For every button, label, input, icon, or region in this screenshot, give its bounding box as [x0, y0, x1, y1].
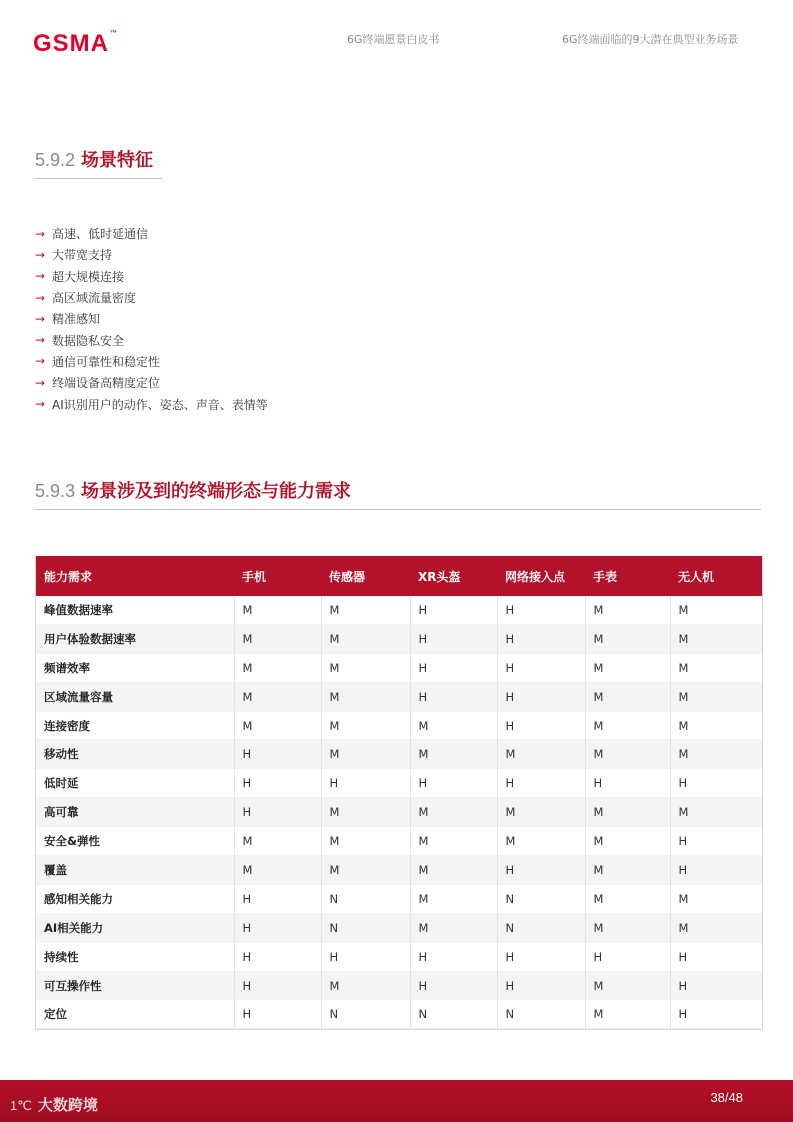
section-title-features — [35, 146, 163, 179]
table-cell: M — [321, 624, 410, 653]
table-cell: M — [585, 884, 670, 913]
table-cell: M — [234, 682, 321, 711]
feature-text: 数据隐私安全 — [52, 333, 125, 348]
table-cell: H — [497, 596, 585, 624]
row-label: 可互操作性 — [36, 971, 234, 1000]
table-cell: M — [497, 798, 585, 827]
feature-text: 高速、低时延通信 — [52, 227, 149, 242]
table-cell: H — [497, 971, 585, 1000]
table-cell: M — [670, 596, 762, 624]
arrow-right-icon: → — [35, 354, 46, 369]
feature-item — [35, 372, 268, 393]
feature-item — [35, 266, 268, 287]
column-header: 手机 — [242, 569, 267, 584]
table-cell: M — [670, 798, 762, 827]
table-row — [36, 653, 762, 682]
table-cell: M — [670, 711, 762, 740]
arrow-right-icon: → — [35, 226, 46, 241]
row-label: 峰值数据速率 — [36, 596, 234, 624]
row-label: AI相关能力 — [36, 913, 234, 942]
table-cell: H — [410, 682, 497, 711]
doc-title: 6G终端愿景白皮书 — [347, 33, 440, 46]
table-cell: H — [410, 596, 497, 624]
watermark-logo-icon: 1℃ — [10, 1098, 32, 1113]
column-header: XR头盔 — [418, 569, 461, 584]
table-cell: H — [410, 769, 497, 798]
page-number: 38/48 — [710, 1090, 743, 1105]
table-cell: M — [410, 913, 497, 942]
table-cell: M — [497, 827, 585, 856]
row-label: 频谱效率 — [36, 653, 234, 682]
table-row — [36, 624, 762, 653]
table-cell: H — [670, 1000, 762, 1029]
table-cell: H — [321, 769, 410, 798]
table-row — [36, 971, 762, 1000]
table-cell: H — [670, 971, 762, 1000]
table-cell: M — [321, 711, 410, 740]
section-number: 5.9.3 — [35, 481, 76, 501]
table-cell: M — [585, 971, 670, 1000]
table-cell: H — [234, 740, 321, 769]
table-cell: M — [234, 596, 321, 624]
feature-text: 高区域流量密度 — [52, 291, 137, 306]
table-cell: H — [410, 971, 497, 1000]
column-header: 网络接入点 — [505, 569, 566, 584]
table-cell: H — [410, 942, 497, 971]
table-cell: M — [410, 884, 497, 913]
table-cell: H — [497, 624, 585, 653]
table-cell: H — [234, 942, 321, 971]
table-cell: H — [497, 653, 585, 682]
arrow-right-icon: → — [35, 269, 46, 284]
table-cell: H — [410, 653, 497, 682]
table-cell: H — [234, 971, 321, 1000]
table-row — [36, 827, 762, 856]
feature-item — [35, 244, 268, 265]
table-row — [36, 740, 762, 769]
arrow-right-icon: → — [35, 247, 46, 262]
table-cell: M — [321, 682, 410, 711]
table-cell: M — [670, 624, 762, 653]
table-cell: H — [585, 769, 670, 798]
table-cell: M — [585, 798, 670, 827]
row-label: 低时延 — [36, 769, 234, 798]
row-label: 安全&弹性 — [36, 827, 234, 856]
table-cell: H — [670, 769, 762, 798]
footer-bar — [0, 1080, 793, 1122]
table-cell: M — [321, 827, 410, 856]
watermark — [10, 1094, 98, 1115]
column-header: 手表 — [593, 569, 618, 584]
arrow-right-icon: → — [35, 311, 46, 326]
table-row — [36, 769, 762, 798]
column-header: 传感器 — [329, 569, 366, 584]
row-label: 感知相关能力 — [36, 884, 234, 913]
table-body — [36, 596, 762, 1029]
table-row — [36, 856, 762, 885]
table-cell: M — [670, 913, 762, 942]
table-cell: H — [234, 884, 321, 913]
table-cell: M — [321, 740, 410, 769]
section-heading: 场景特征 — [81, 150, 154, 171]
row-label: 用户体验数据速率 — [36, 624, 234, 653]
table-cell: H — [234, 798, 321, 827]
table-row — [36, 884, 762, 913]
table-row — [36, 682, 762, 711]
chapter-title: 6G终端面临的9大潜在典型业务场景 — [562, 33, 739, 46]
table-cell: M — [410, 827, 497, 856]
row-label: 持续性 — [36, 942, 234, 971]
section-number: 5.9.2 — [35, 150, 76, 170]
table-cell: M — [410, 711, 497, 740]
arrow-right-icon: → — [35, 290, 46, 305]
table-row — [36, 711, 762, 740]
feature-text: 终端设备高精度定位 — [52, 376, 161, 391]
table-cell: M — [585, 740, 670, 769]
feature-item — [35, 308, 268, 329]
arrow-right-icon: → — [35, 333, 46, 348]
feature-item — [35, 351, 268, 372]
column-header: 无人机 — [678, 569, 715, 584]
table-cell: H — [670, 856, 762, 885]
table-row — [36, 596, 762, 624]
table-cell: H — [497, 711, 585, 740]
table-cell: N — [497, 884, 585, 913]
table-cell: H — [234, 769, 321, 798]
table-cell: M — [410, 856, 497, 885]
table-cell: M — [410, 740, 497, 769]
table-cell: M — [321, 798, 410, 827]
table-cell: M — [585, 711, 670, 740]
table-cell: M — [585, 856, 670, 885]
table-cell: H — [670, 942, 762, 971]
table-cell: N — [321, 1000, 410, 1029]
row-label: 覆盖 — [36, 856, 234, 885]
table-cell: H — [234, 913, 321, 942]
table-cell: N — [410, 1000, 497, 1029]
row-label: 区域流量容量 — [36, 682, 234, 711]
feature-text: AI识别用户的动作、姿态、声音、表情等 — [52, 397, 268, 412]
section-heading: 场景涉及到的终端形态与能力需求 — [81, 481, 352, 502]
table-cell: M — [585, 653, 670, 682]
table-cell: H — [234, 1000, 321, 1029]
table-cell: M — [234, 711, 321, 740]
table-cell: N — [497, 1000, 585, 1029]
table-cell: H — [497, 769, 585, 798]
table-cell: M — [234, 856, 321, 885]
table-row — [36, 913, 762, 942]
table-cell: H — [321, 942, 410, 971]
table-cell: M — [585, 596, 670, 624]
table-cell: M — [585, 624, 670, 653]
feature-text: 大带宽支持 — [52, 248, 113, 263]
table-cell: H — [410, 624, 497, 653]
row-label: 连接密度 — [36, 711, 234, 740]
column-header: 能力需求 — [44, 569, 93, 584]
feature-item — [35, 329, 268, 350]
feature-item — [35, 393, 268, 414]
table-cell: M — [234, 827, 321, 856]
feature-text: 超大规模连接 — [52, 269, 125, 284]
table-cell: M — [321, 653, 410, 682]
table-cell: M — [670, 884, 762, 913]
table-cell: M — [670, 682, 762, 711]
table-cell: M — [585, 827, 670, 856]
table-cell: H — [497, 856, 585, 885]
table-cell: M — [321, 856, 410, 885]
table-cell: H — [670, 827, 762, 856]
table-cell: M — [321, 596, 410, 624]
table-row — [36, 798, 762, 827]
row-label: 定位 — [36, 1000, 234, 1029]
table-cell: H — [497, 682, 585, 711]
row-label: 高可靠 — [36, 798, 234, 827]
table-cell: M — [670, 740, 762, 769]
watermark-text: 大数跨境 — [37, 1096, 98, 1114]
table-cell: M — [585, 1000, 670, 1029]
table-cell: M — [234, 653, 321, 682]
table-row — [36, 1000, 762, 1029]
table-cell: N — [497, 913, 585, 942]
arrow-right-icon: → — [35, 375, 46, 390]
section-title-requirements — [35, 477, 761, 510]
gsma-logo: GSMA™ — [33, 30, 118, 57]
table-header-row — [36, 556, 762, 596]
table-cell: N — [321, 884, 410, 913]
table-cell: M — [497, 740, 585, 769]
table-cell: H — [497, 942, 585, 971]
feature-text: 精准感知 — [52, 312, 101, 327]
table-cell: M — [585, 682, 670, 711]
row-label: 移动性 — [36, 740, 234, 769]
arrow-right-icon: → — [35, 397, 46, 412]
table-cell: M — [321, 971, 410, 1000]
feature-item — [35, 223, 268, 244]
feature-list — [35, 223, 268, 415]
table-cell: M — [410, 798, 497, 827]
feature-item — [35, 287, 268, 308]
table-cell: M — [670, 653, 762, 682]
feature-text: 通信可靠性和稳定性 — [52, 354, 161, 369]
table-cell: N — [321, 913, 410, 942]
capability-table — [35, 556, 763, 1030]
table-cell: H — [585, 942, 670, 971]
table-cell: M — [234, 624, 321, 653]
table-row — [36, 942, 762, 971]
table-cell: M — [585, 913, 670, 942]
